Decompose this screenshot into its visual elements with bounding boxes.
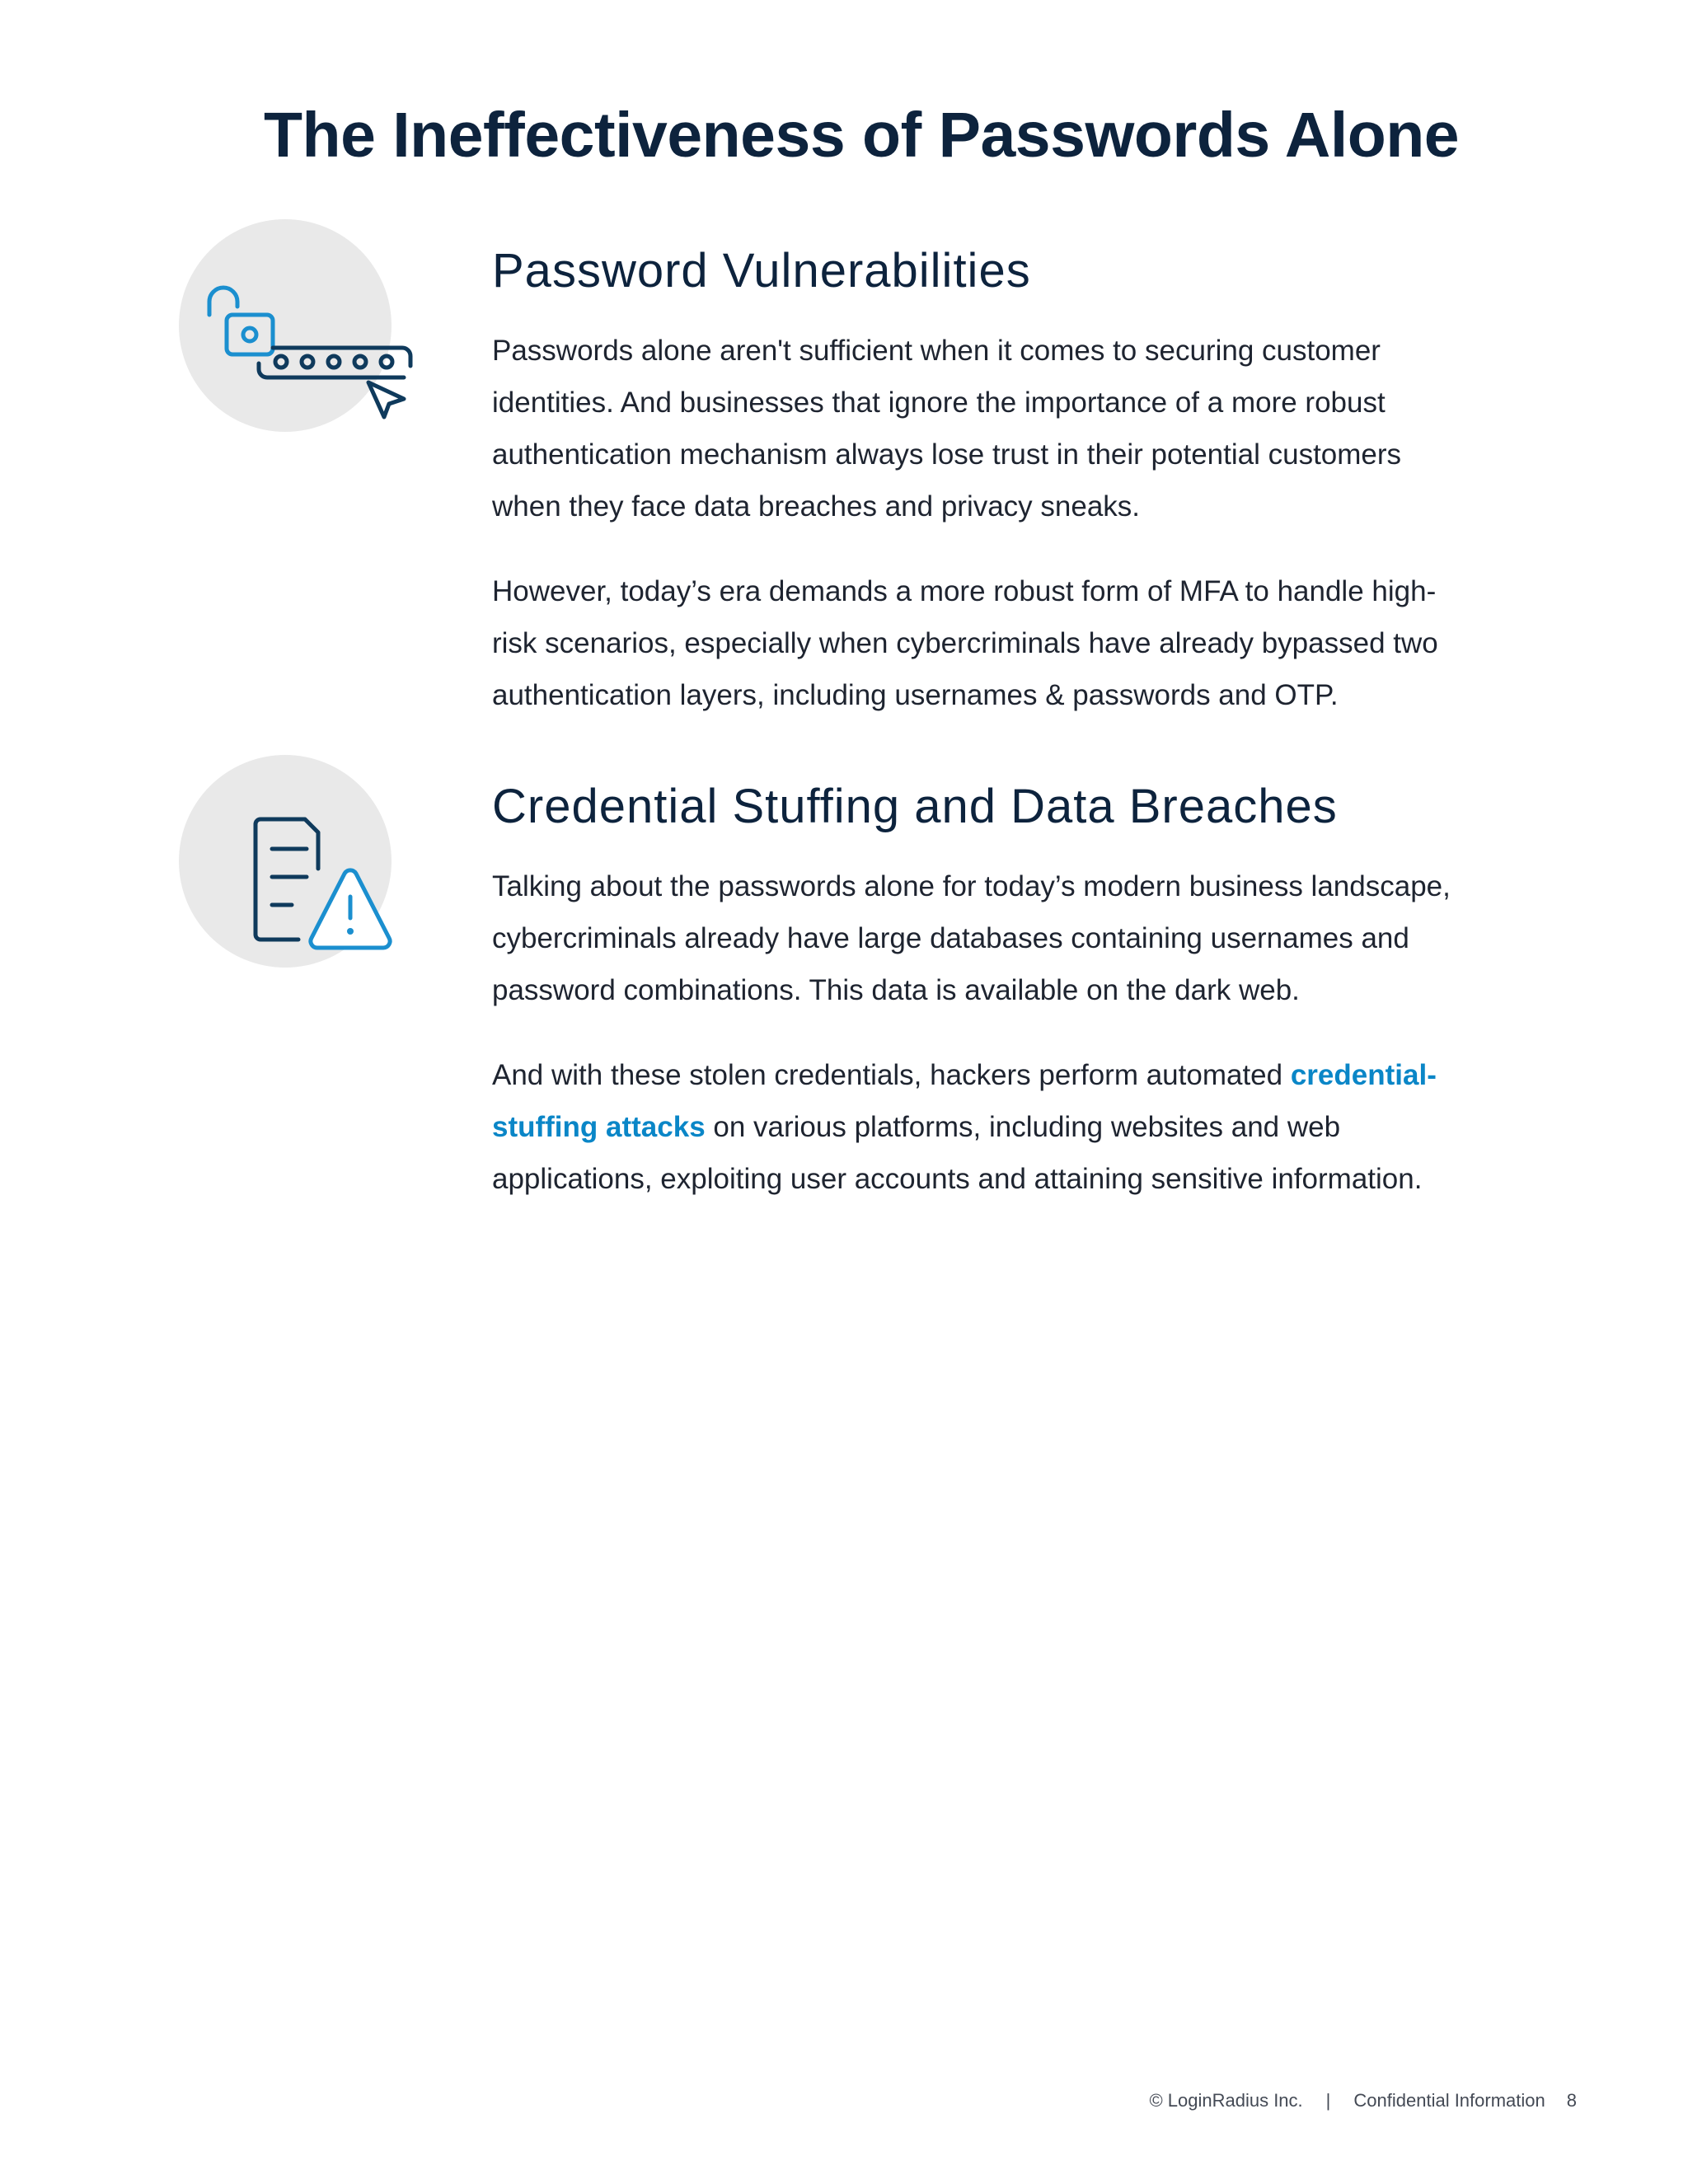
paragraph-text: And with these stolen credentials, hackers perform automated bbox=[492, 1058, 1291, 1091]
footer-copyright: © LoginRadius Inc. bbox=[1149, 2090, 1303, 2111]
password-field-unlock-icon bbox=[198, 269, 420, 417]
section-heading: Password Vulnerabilities bbox=[492, 244, 1031, 298]
footer-label: Confidential Information bbox=[1353, 2090, 1545, 2111]
section-heading: Credential Stuffing and Data Breaches bbox=[492, 780, 1338, 833]
page-title: The Ineffectiveness of Passwords Alone bbox=[264, 100, 1460, 171]
paragraph bbox=[492, 1049, 1473, 1205]
section-body bbox=[492, 778, 1473, 1205]
footer bbox=[1149, 2090, 1577, 2111]
credential-stuffing-link[interactable]: credential-stuffing attacks bbox=[492, 1058, 1437, 1143]
document-warning-icon bbox=[247, 814, 404, 963]
paragraph: Talking about the passwords alone for today’s modern business landscape, cybercriminals already have large databases containing usernames and password combinations. This data is available on the dark web. bbox=[492, 869, 1451, 1006]
paragraph: However, today’s era demands a more robust form of MFA to handle high-risk scenarios, especially when cybercriminals have already bypassed two authentication layers, including usernames & passwords and OTP. bbox=[492, 574, 1438, 711]
page-number: 8 bbox=[1566, 2090, 1577, 2111]
footer-separator: | bbox=[1325, 2090, 1331, 2111]
paragraph: Passwords alone aren't sufficient when it comes to securing customer identities. And businesses that ignore the importance of a more robust authentication mechanism always lose trust in their potential customers when they face data breaches and privacy sneaks. bbox=[492, 334, 1402, 523]
paragraph-text: on various platforms, including websites and web applications, exploiting user accounts and attaining sensitive information. bbox=[492, 1110, 1423, 1195]
section-body bbox=[492, 242, 1473, 721]
